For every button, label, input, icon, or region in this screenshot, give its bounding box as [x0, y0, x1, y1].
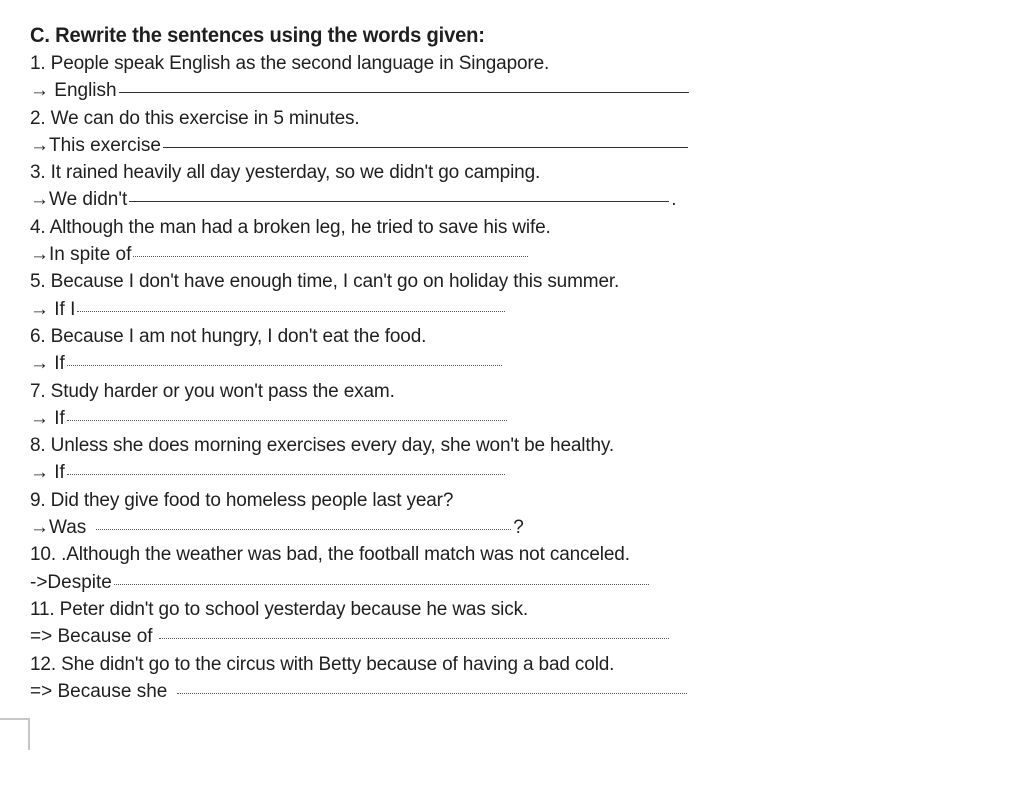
page-corner-mark [0, 718, 30, 750]
question-2: 2. We can do this exercise in 5 minutes. [30, 107, 360, 129]
question-5: 5. Because I don't have enough time, I can't go on holiday this summer. [30, 271, 620, 293]
question-4: 4. Although the man had a broken leg, he tried to save his wife. [30, 216, 551, 238]
answer-prompt-2: →This exercise [30, 134, 161, 156]
question-12: 12. She didn't go to the circus with Betty because of having a bad cold. [30, 653, 615, 675]
answer-prompt-9: →Was [30, 517, 87, 539]
question-9: 9. Did they give food to homeless people last year? [30, 489, 454, 511]
question-6: 6. Because I am not hungry, I don't eat the food. [30, 325, 427, 347]
answer-blank-10[interactable] [114, 583, 649, 585]
answer-prompt-7: → If [30, 407, 65, 429]
question-7: 7. Study harder or you won't pass the exam. [30, 380, 395, 402]
answer-line-1 [30, 77, 810, 104]
answer-prompt-1: → English [30, 80, 117, 102]
answer-line-7 [30, 405, 810, 432]
answer-line-2 [30, 132, 810, 159]
question-1: 1. People speak English as the second language in Singapore. [30, 53, 550, 74]
answer-prompt-4: →In spite of [30, 244, 132, 266]
answer-line-9 [30, 514, 810, 541]
answer-end-mark-3: . [671, 189, 677, 211]
answer-prompt-8: → If [30, 462, 65, 484]
question-10: 10. .Although the weather was bad, the football match was not canceled. [30, 544, 630, 566]
answer-end-mark-9: ? [513, 517, 524, 539]
answer-prompt-12: => Because she [30, 680, 168, 702]
answer-blank-4[interactable] [133, 255, 528, 257]
answer-line-6 [30, 350, 810, 377]
answer-blank-6[interactable] [67, 364, 502, 366]
answer-prompt-6: → If [30, 353, 65, 375]
answer-prompt-10: ->Despite [30, 571, 112, 593]
answer-line-11 [30, 623, 810, 650]
answer-prompt-11: => Because of [30, 626, 153, 648]
answer-prompt-5: → If I [30, 298, 76, 320]
answer-line-3 [30, 186, 810, 213]
question-8: 8. Unless she does morning exercises every day, she won't be healthy. [30, 435, 614, 457]
answer-blank-12[interactable] [177, 692, 687, 694]
answer-blank-5[interactable] [77, 310, 505, 312]
answer-blank-11[interactable] [159, 637, 669, 639]
answer-line-12 [30, 678, 810, 705]
answer-line-4 [30, 241, 810, 268]
answer-blank-2[interactable] [163, 146, 688, 148]
answer-line-8 [30, 459, 810, 486]
answer-prompt-3: →We didn't [30, 189, 128, 211]
answer-blank-9[interactable] [96, 528, 511, 530]
answer-line-10 [30, 569, 810, 596]
question-3: 3. It rained heavily all day yesterday, so we didn't go camping. [30, 162, 541, 184]
section-heading: C. Rewrite the sentences using the words given: [30, 24, 485, 47]
answer-blank-3[interactable] [129, 200, 669, 202]
answer-line-5 [30, 296, 810, 323]
answer-blank-7[interactable] [67, 419, 507, 421]
answer-blank-1[interactable] [119, 91, 689, 93]
answer-blank-8[interactable] [67, 473, 505, 475]
worksheet [30, 20, 810, 705]
question-11: 11. Peter didn't go to school yesterday because he was sick. [30, 598, 529, 620]
